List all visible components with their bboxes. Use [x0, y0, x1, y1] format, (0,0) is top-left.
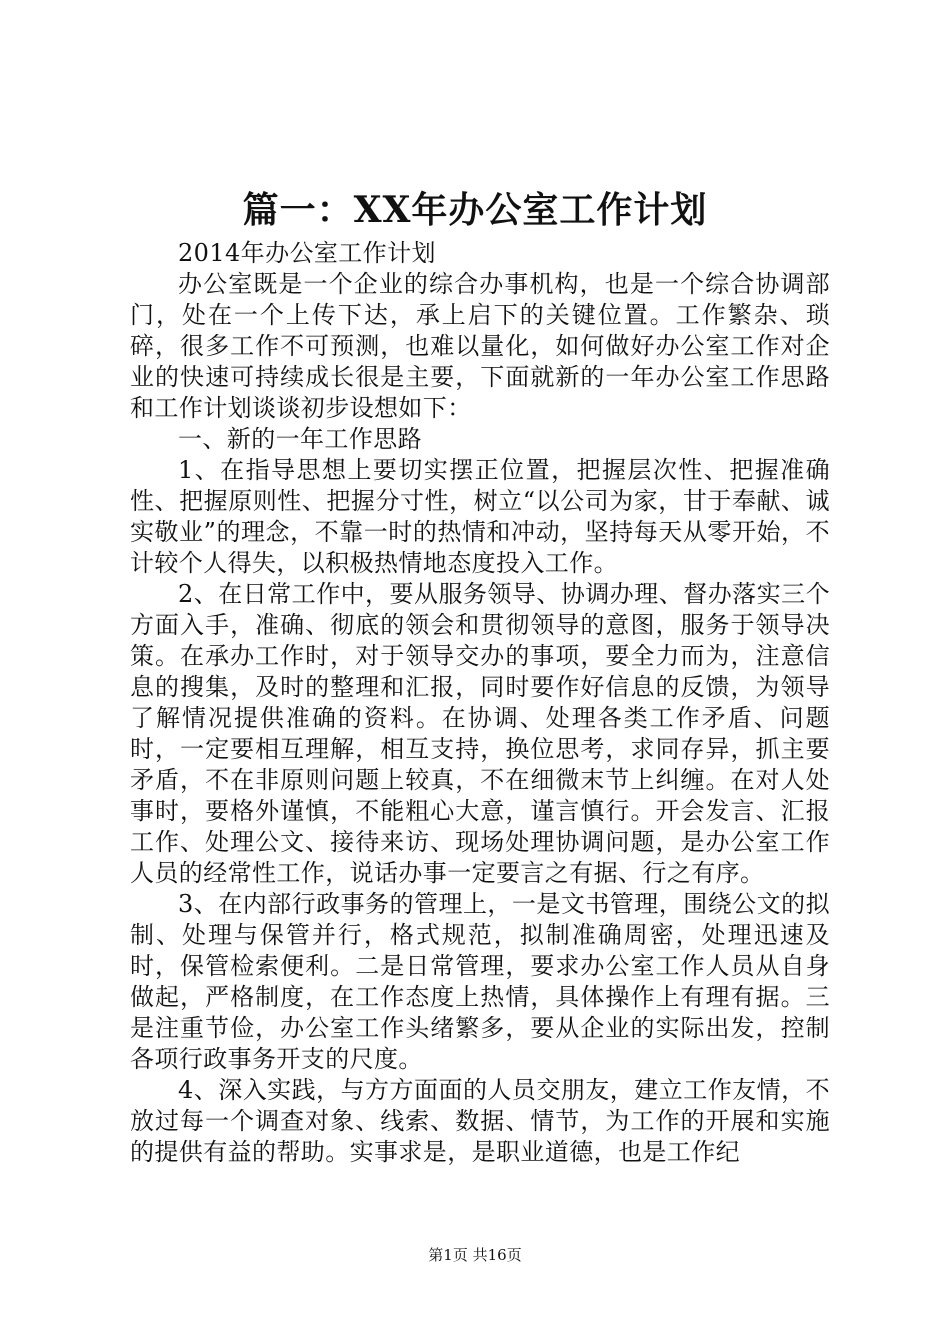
paragraph-item-1: 1、在指导思想上要切实摆正位置，把握层次性、把握准确性、把握原则性、把握分寸性，树立“以公司为家，甘于奉献、诚实敬业”的理念，不靠一时的热情和冲动，坚持每天从零开始，不计较个人得失，以积极热情地态度投入工作。: [130, 456, 830, 577]
paragraph-subtitle: 2014年办公室工作计划: [178, 239, 436, 267]
page-footer: 第1页 共16页: [428, 1246, 522, 1264]
paragraph-item-2: 2、在日常工作中，要从服务领导、协调办理、督办落实三个方面入手，准确、彻底的领会和贯彻领导的意图，服务于领导决策。在承办工作时，对于领导交办的事项，要全力而为，注意信息的搜集，及时的整理和汇报，同时要作好信息的反馈，为领导了解情况提供准确的资料。在协调、处理各类工作矛盾、问题时，一定要相互理解，相互支持，换位思考，求同存异，抓主要矛盾，不在非原则问题上较真，不在细微末节上纠缠。在对人处事时，要格外谨慎，不能粗心大意，谨言慎行。开会发言、汇报工作、处理公文、接待来访、现场处理协调问题，是办公室工作人员的经常性工作，说话办事一定要言之有据、行之有序。: [130, 580, 830, 887]
section-heading: 一、新的一年工作思路: [178, 425, 422, 453]
document-title: 篇一：XX年办公室工作计划: [242, 189, 708, 231]
paragraph-item-4: 4、深入实践，与方方面面的人员交朋友，建立工作友情，不放过每一个调查对象、线索、数据、情节，为工作的开展和实施的提供有益的帮助。实事求是，是职业道德，也是工作纪: [130, 1076, 830, 1166]
document-body: [130, 238, 830, 1168]
paragraph-item-3: 3、在内部行政事务的管理上，一是文书管理，围绕公文的拟制、处理与保管并行，格式规范，拟制准确周密，处理迅速及时，保管检索便利。二是日常管理，要求办公室工作人员从自身做起，严格制度，在工作态度上热情，具体操作上有理有据。三是注重节俭，办公室工作头绪繁多，要从企业的实际出发，控制各项行政事务开支的尺度。: [130, 890, 830, 1073]
paragraph-intro: 办公室既是一个企业的综合办事机构，也是一个综合协调部门，处在一个上传下达，承上启下的关键位置。工作繁杂、琐碎，很多工作不可预测，也难以量化，如何做好办公室工作对企业的快速可持续成长很是主要，下面就新的一年办公室工作思路和工作计划谈谈初步设想如下：: [130, 270, 830, 422]
